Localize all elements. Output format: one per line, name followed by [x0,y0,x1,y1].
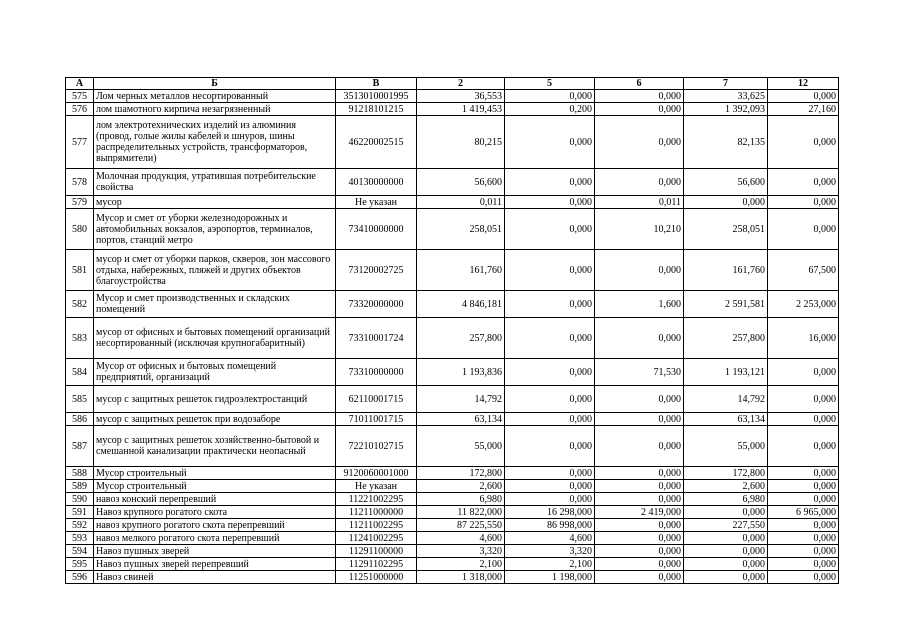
value-col-7: 1 193,121 [684,359,768,386]
value-col-6: 2 419,000 [595,506,684,519]
value-col-12: 0,000 [768,558,839,571]
value-col-5: 0,000 [505,90,595,103]
waste-code: 11251000000 [336,571,417,584]
value-col-7: 2 591,581 [684,291,768,318]
value-col-7: 56,600 [684,169,768,196]
table-row [66,467,839,480]
value-col-2: 55,000 [417,426,505,467]
table-row [66,359,839,386]
value-col-6: 0,000 [595,386,684,413]
waste-name: мусор [94,196,336,209]
waste-code: 73410000000 [336,209,417,250]
col-header-b: Б [94,78,336,90]
value-col-6: 0,000 [595,169,684,196]
row-number: 584 [66,359,94,386]
value-col-2: 1 419,453 [417,103,505,116]
row-number: 583 [66,318,94,359]
value-col-2: 11 822,000 [417,506,505,519]
value-col-5: 0,000 [505,250,595,291]
value-col-6: 0,000 [595,480,684,493]
waste-name: мусор и смет от уборки парков, скверов, зон массового отдыха, набережных, пляжей и других объектов благоустройства [94,250,336,291]
value-col-2: 4,600 [417,532,505,545]
value-col-5: 16 298,000 [505,506,595,519]
col-header-a: А [66,78,94,90]
value-col-5: 4,600 [505,532,595,545]
waste-name: Мусор строительный [94,480,336,493]
value-col-6: 1,600 [595,291,684,318]
row-number: 577 [66,116,94,169]
value-col-2: 2,100 [417,558,505,571]
table-row [66,493,839,506]
waste-code: 73310001724 [336,318,417,359]
waste-code: 91218101215 [336,103,417,116]
table-row [66,413,839,426]
value-col-6: 10,210 [595,209,684,250]
value-col-5: 0,000 [505,480,595,493]
value-col-12: 0,000 [768,532,839,545]
waste-code: Не указан [336,480,417,493]
value-col-12: 0,000 [768,545,839,558]
value-col-5: 0,000 [505,116,595,169]
col-header-5: 5 [505,78,595,90]
value-col-2: 1 318,000 [417,571,505,584]
waste-code: 3513010001995 [336,90,417,103]
value-col-7: 258,051 [684,209,768,250]
value-col-12: 0,000 [768,209,839,250]
waste-table [65,77,839,584]
value-col-7: 6,980 [684,493,768,506]
value-col-2: 36,553 [417,90,505,103]
value-col-7: 82,135 [684,116,768,169]
waste-code: 71011001715 [336,413,417,426]
value-col-2: 87 225,550 [417,519,505,532]
value-col-6: 0,011 [595,196,684,209]
value-col-5: 0,000 [505,209,595,250]
row-number: 589 [66,480,94,493]
waste-code: 11291102295 [336,558,417,571]
row-number: 594 [66,545,94,558]
row-number: 596 [66,571,94,584]
value-col-6: 0,000 [595,467,684,480]
col-header-7: 7 [684,78,768,90]
value-col-5: 0,200 [505,103,595,116]
waste-name: мусор с защитных решеток при водозаборе [94,413,336,426]
waste-code: Не указан [336,196,417,209]
value-col-12: 16,000 [768,318,839,359]
row-number: 595 [66,558,94,571]
value-col-2: 161,760 [417,250,505,291]
value-col-7: 1 392,093 [684,103,768,116]
col-header-6: 6 [595,78,684,90]
value-col-2: 56,600 [417,169,505,196]
value-col-7: 257,800 [684,318,768,359]
table-row [66,386,839,413]
value-col-2: 6,980 [417,493,505,506]
col-header-2: 2 [417,78,505,90]
value-col-5: 3,320 [505,545,595,558]
value-col-7: 227,550 [684,519,768,532]
waste-name: Навоз свиней [94,571,336,584]
value-col-6: 0,000 [595,103,684,116]
value-col-6: 0,000 [595,250,684,291]
waste-code: 73120002725 [336,250,417,291]
value-col-12: 2 253,000 [768,291,839,318]
col-header-v: В [336,78,417,90]
waste-name: лом шамотного кирпича незагрязненный [94,103,336,116]
table-row [66,196,839,209]
row-number: 585 [66,386,94,413]
value-col-2: 258,051 [417,209,505,250]
col-header-12: 12 [768,78,839,90]
value-col-6: 0,000 [595,571,684,584]
value-col-7: 161,760 [684,250,768,291]
value-col-12: 67,500 [768,250,839,291]
value-col-12: 0,000 [768,467,839,480]
value-col-12: 0,000 [768,426,839,467]
row-number: 592 [66,519,94,532]
value-col-5: 0,000 [505,196,595,209]
waste-code: 46220002515 [336,116,417,169]
waste-code: 72210102715 [336,426,417,467]
value-col-5: 0,000 [505,318,595,359]
waste-code: 9120060001000 [336,467,417,480]
value-col-5: 2,100 [505,558,595,571]
waste-name: Навоз пушных зверей [94,545,336,558]
value-col-7: 55,000 [684,426,768,467]
waste-name: лом электротехнических изделий из алюминия (провод, голые жилы кабелей и шнуров, шины распределительных устройств, трансформаторов, выпрямители) [94,116,336,169]
value-col-12: 0,000 [768,196,839,209]
waste-name: Навоз пушных зверей перепревший [94,558,336,571]
value-col-5: 0,000 [505,467,595,480]
value-col-7: 0,000 [684,571,768,584]
waste-code: 11291100000 [336,545,417,558]
waste-name: навоз крупного рогатого скота перепревший [94,519,336,532]
table-row [66,519,839,532]
waste-name: Лом черных металлов несортированный [94,90,336,103]
value-col-6: 0,000 [595,545,684,558]
table-row [66,558,839,571]
value-col-12: 0,000 [768,571,839,584]
value-col-7: 0,000 [684,545,768,558]
value-col-6: 0,000 [595,413,684,426]
waste-name: Мусор и смет от уборки железнодорожных и автомобильных вокзалов, аэропортов, терминалов, портов, станций метро [94,209,336,250]
waste-name: навоз конский перепревший [94,493,336,506]
waste-name: мусор с защитных решеток гидроэлектростанций [94,386,336,413]
value-col-12: 0,000 [768,480,839,493]
table-row [66,90,839,103]
value-col-2: 1 193,836 [417,359,505,386]
value-col-2: 0,011 [417,196,505,209]
waste-code: 11221002295 [336,493,417,506]
waste-code: 73320000000 [336,291,417,318]
row-number: 591 [66,506,94,519]
value-col-5: 0,000 [505,386,595,413]
value-col-5: 0,000 [505,493,595,506]
value-col-12: 0,000 [768,519,839,532]
value-col-6: 0,000 [595,519,684,532]
value-col-7: 14,792 [684,386,768,413]
waste-name: Молочная продукция, утратившая потребительские свойства [94,169,336,196]
row-number: 588 [66,467,94,480]
value-col-2: 14,792 [417,386,505,413]
row-number: 582 [66,291,94,318]
value-col-2: 2,600 [417,480,505,493]
table-row [66,480,839,493]
value-col-2: 3,320 [417,545,505,558]
table-row [66,169,839,196]
row-number: 590 [66,493,94,506]
waste-code: 11211000000 [336,506,417,519]
value-col-6: 0,000 [595,90,684,103]
waste-code: 11241002295 [336,532,417,545]
waste-name: навоз мелкого рогатого скота перепревший [94,532,336,545]
value-col-6: 0,000 [595,426,684,467]
value-col-5: 0,000 [505,169,595,196]
value-col-12: 0,000 [768,413,839,426]
value-col-5: 0,000 [505,291,595,318]
value-col-12: 0,000 [768,386,839,413]
value-col-5: 0,000 [505,426,595,467]
value-col-2: 257,800 [417,318,505,359]
waste-name: мусор от офисных и бытовых помещений организаций несортированный (исключая крупногабаритный) [94,318,336,359]
value-col-6: 0,000 [595,116,684,169]
value-col-6: 0,000 [595,532,684,545]
value-col-12: 0,000 [768,116,839,169]
table-row [66,116,839,169]
value-col-5: 0,000 [505,359,595,386]
value-col-7: 172,800 [684,467,768,480]
value-col-2: 80,215 [417,116,505,169]
row-number: 581 [66,250,94,291]
value-col-7: 2,600 [684,480,768,493]
row-number: 579 [66,196,94,209]
value-col-7: 0,000 [684,506,768,519]
waste-name: Мусор строительный [94,467,336,480]
table-row [66,291,839,318]
row-number: 576 [66,103,94,116]
table-row [66,209,839,250]
value-col-2: 4 846,181 [417,291,505,318]
value-col-5: 0,000 [505,413,595,426]
value-col-2: 63,134 [417,413,505,426]
value-col-12: 0,000 [768,359,839,386]
value-col-5: 86 998,000 [505,519,595,532]
row-number: 580 [66,209,94,250]
value-col-5: 1 198,000 [505,571,595,584]
value-col-7: 0,000 [684,196,768,209]
value-col-7: 33,625 [684,90,768,103]
table-row [66,318,839,359]
table-row [66,571,839,584]
table-row [66,426,839,467]
row-number: 575 [66,90,94,103]
table-row [66,103,839,116]
value-col-6: 0,000 [595,493,684,506]
value-col-7: 63,134 [684,413,768,426]
value-col-7: 0,000 [684,558,768,571]
waste-name: Мусор от офисных и бытовых помещений предприятий, организаций [94,359,336,386]
row-number: 578 [66,169,94,196]
value-col-12: 0,000 [768,493,839,506]
value-col-12: 0,000 [768,169,839,196]
value-col-6: 0,000 [595,318,684,359]
value-col-12: 6 965,000 [768,506,839,519]
row-number: 587 [66,426,94,467]
waste-name: Мусор и смет производственных и складских помещений [94,291,336,318]
value-col-12: 27,160 [768,103,839,116]
waste-code: 11211002295 [336,519,417,532]
waste-name: мусор с защитных решеток хозяйственно-бытовой и смешанной канализации практически неопасный [94,426,336,467]
waste-code: 40130000000 [336,169,417,196]
value-col-12: 0,000 [768,90,839,103]
table-row [66,532,839,545]
row-number: 586 [66,413,94,426]
table-row [66,250,839,291]
table-row [66,545,839,558]
table-header-row [66,78,839,90]
row-number: 593 [66,532,94,545]
waste-name: Навоз крупного рогатого скота [94,506,336,519]
value-col-7: 0,000 [684,532,768,545]
value-col-2: 172,800 [417,467,505,480]
table-row [66,506,839,519]
waste-code: 73310000000 [336,359,417,386]
table-body [66,90,839,584]
value-col-6: 71,530 [595,359,684,386]
value-col-6: 0,000 [595,558,684,571]
waste-code: 62110001715 [336,386,417,413]
